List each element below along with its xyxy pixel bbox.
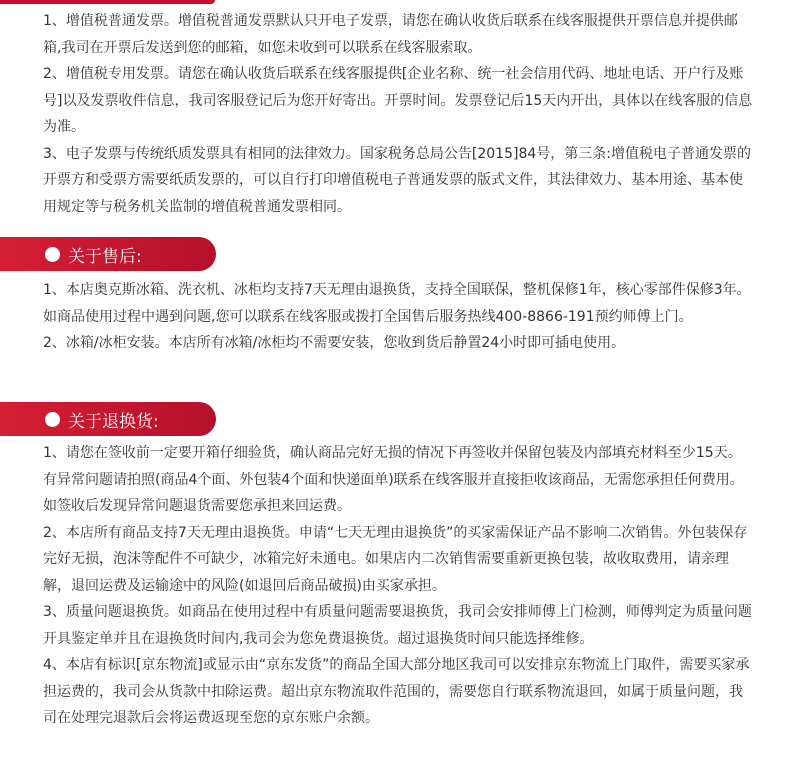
returns-item-2: 2、本店所有商品支持7天无理由退换货。申请“七天无理由退换货”的买家需保证产品不影响二次销售。外包装保存完好无损，泡沫等配件不可缺少，冰箱完好未通电。如果店内二次销售需要重新更换包装，故收取费用，请亲理解，退回运费及运输途中的风险(如退回后商品破损)由买家承担。 (43, 524, 748, 594)
returns-title: 关于退换货: (68, 411, 159, 432)
top-accent-bar (0, 0, 215, 4)
returns-item-4: 4、本店有标识[京东物流]或显示由“京东发货”的商品全国大部分地区我司可以安排京东物流上门取件，需要买家承担运费的，我司会从货款中扣除运费。超出京东物流取件范围的，需要您自行联系物流退回，如属于质量问题，我司在处理完退款后会将运费返现至您的京东账户余额。 (43, 657, 750, 726)
after-sales-section (0, 277, 790, 357)
returns-item-3: 3、质量问题退换货。如商品在使用过程中有质量问题需要退换货，我司会安排师傅上门检测，师傅判定为质量问题开具鉴定单并且在退换货时间内,我司会为您免费退换货。超过退换货时间只能选择维修。 (43, 604, 752, 647)
invoice-item-2: 2、增值税专用发票。请您在确认收货后联系在线客服提供[企业名称、统一社会信用代码、地址电话、开户行及账号]以及发票收件信息，我司客服登记后为您开好寄出。开票时间。发票登记后15天内开出，具体以在线客服的信息为准。 (43, 66, 753, 135)
returns-header (0, 402, 216, 436)
after-sales-header (0, 237, 216, 271)
after-sales-item-2: 2、冰箱/冰柜安装。本店所有冰箱/冰柜均不需要安装，您收到货后静置24小时即可插电使用。 (43, 335, 626, 351)
bullet-dot-icon (45, 247, 60, 262)
after-sales-item-1: 1、本店奥克斯冰箱、洗衣机、冰柜均支持7天无理由退换货，支持全国联保，整机保修1年，核心零部件保修3年。如商品使用过程中遇到问题,您可以联系在线客服或拨打全国售后服务热线400-8866-191预约师傅上门。 (43, 282, 751, 325)
invoice-item-1: 1、增值税普通发票。增值税普通发票默认只开电子发票，请您在确认收货后联系在线客服提供开票信息并提供邮箱,我司在开票后发送到您的邮箱，如您未收到可以联系在线客服索取。 (43, 13, 738, 56)
returns-item-1: 1、请您在签收前一定要开箱仔细验货，确认商品完好无损的情况下再签收并保留包装及内部填充材料至少15天。有异常问题请拍照(商品4个面、外包装4个面和快递面单)联系在线客服并直接拒收该商品，无需您承担任何费用。如签收后发现异常问题退货需要您承担来回运费。 (43, 445, 744, 514)
invoice-section (0, 8, 790, 220)
returns-section (0, 440, 790, 732)
after-sales-title: 关于售后: (68, 246, 142, 267)
invoice-item-3: 3、电子发票与传统纸质发票具有相同的法律效力。国家税务总局公告[2015]84号，第三条:增值税电子普通发票的开票方和受票方需要纸质发票的，可以自行打印增值税电子普通发票的版式文件，其法律效力、基本用途、基本使用规定等与税务机关监制的增值税普通发票相同。 (43, 145, 751, 215)
bullet-dot-icon (45, 412, 60, 427)
